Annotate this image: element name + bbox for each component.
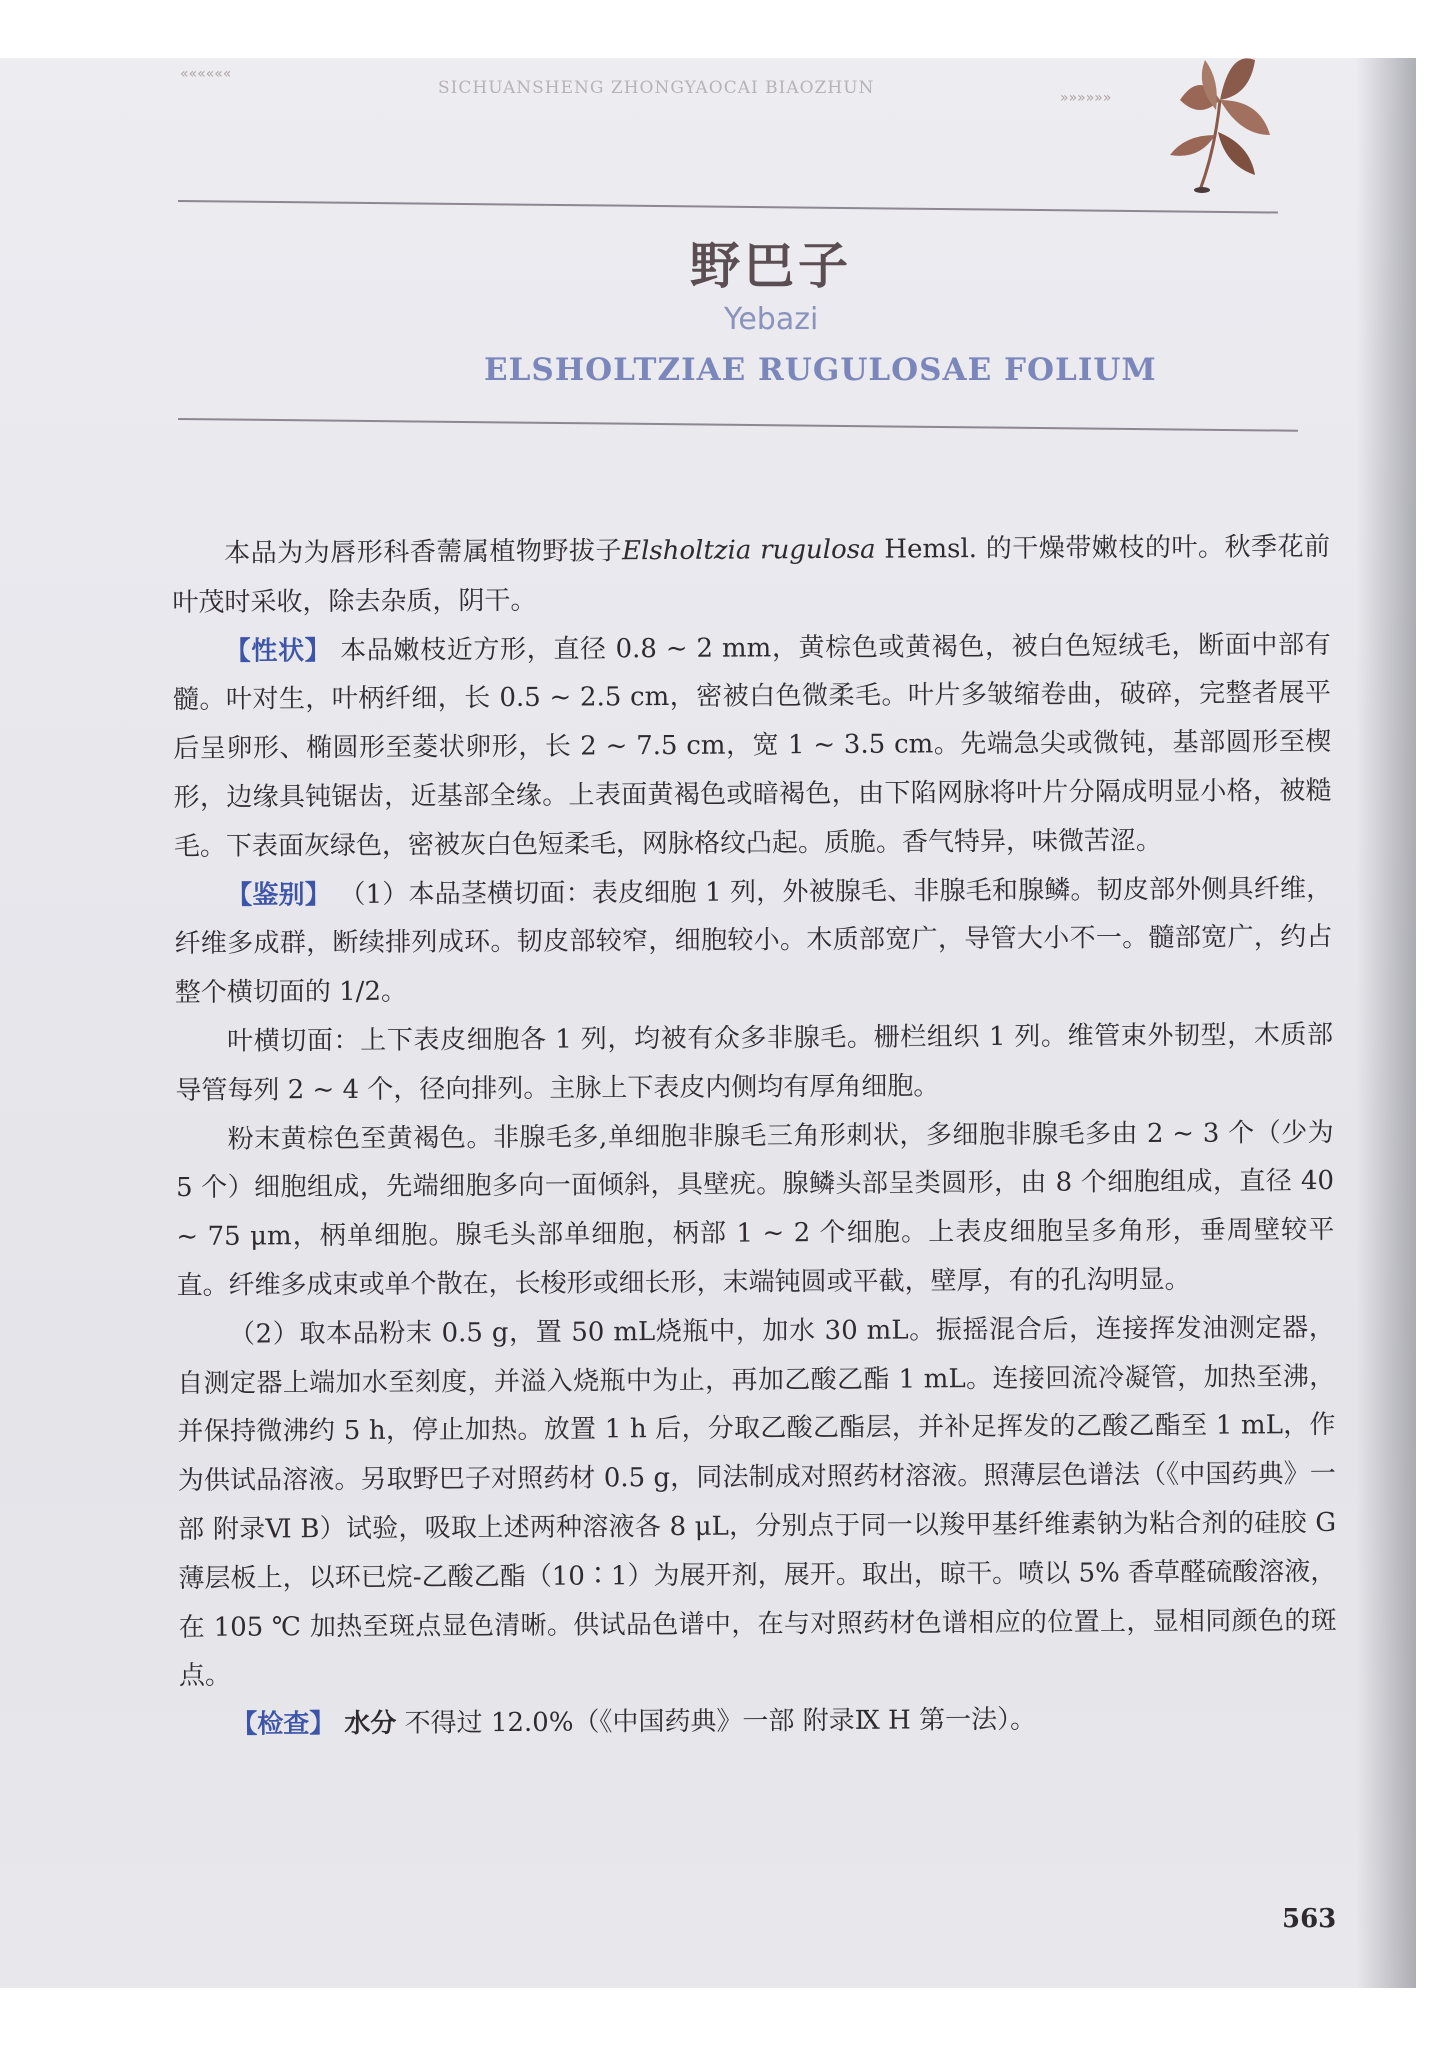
entry-pinyin: Yebazi <box>724 302 819 337</box>
leaf-sprig-icon <box>1160 40 1280 200</box>
page-shadow <box>1356 58 1416 1988</box>
section-label-jianbie: 【鉴别】 <box>226 879 332 911</box>
moisture-label: 水分 <box>335 1708 397 1740</box>
jiancha-paragraph: 【检查】 水分 不得过 12.0%（《中国药典》一部 附录Ⅸ H 第一法）。 <box>231 1704 1037 1740</box>
intro-paragraph: 本品为为唇形科香薷属植物野拔子Elsholtzia rugulosa Hemsl. 的干燥带嫩枝的叶。秋季花前叶茂时采收，除去杂质，阴干。 <box>172 531 1331 618</box>
entry-latin-name: ELSHOLTZIAE RUGULOSAE FOLIUM <box>484 352 1157 388</box>
page-number: 563 <box>1282 1904 1337 1934</box>
xingzhuang-paragraph: 【性状】 本品嫩枝近方形，直径 0.8 ~ 2 mm，黄棕色或黄褐色，被白色短绒毛，断面中部有髓。叶对生，叶柄纤细，长 0.5 ~ 2.5 cm，密被白色微柔毛。叶片多皱缩卷曲，破碎，完整者展平后呈卵形、椭圆形至菱状卵形，长 2 ~ 7.5 cm，宽 1 ~ 3.5 cm。先端急尖或微钝，基部圆形至楔形，边缘具钝锯齿，近基部全缘。上表面黄褐色或暗褐色，由下陷网脉将叶片分隔成明显小格，被糙毛。下表面灰绿色，密被灰白色短柔毛，网脉格纹凸起。质脆。香气特异，味微苦涩。 <box>172 629 1332 862</box>
section-label-xingzhuang: 【性状】 <box>224 635 332 667</box>
jianbie-paragraph-1: 【鉴别】 （1）本品茎横切面：表皮细胞 1 列，外被腺毛、非腺毛和腺鳞。韧皮部外侧具纤维，纤维多成群，断续排列成环。韧皮部较窄，细胞较小。木质部宽广，导管大小不一。髓部宽广，约占整个横切面的 1/2。 <box>174 873 1333 1009</box>
jianbie-paragraph-2: （2）取本品粉末 0.5 g，置 50 mL烧瓶中，加水 30 mL。振摇混合后，连接挥发油测定器，自测定器上端加水至刻度，并溢入烧瓶中为止，再加乙酸乙酯 1 mL。连接回流冷凝管，加热至沸，并保持微沸约 5 h，停止加热。放置 1 h 后，分取乙酸乙酯层，并补足挥发的乙酸乙酯至 1 mL，作为供试品溶液。另取野巴子对照药材 0.5 g，同法制成对照药材溶液。照薄层色谱法（《中国药典》一部 附录Ⅵ B）试验，吸取上述两种溶液各 8 μL，分别点于同一以羧甲基纤维素钠为粘合剂的硅胶 G 薄层板上，以环已烷-乙酸乙酯（10∶1）为展开剂，展开。取出，晾干。喷以 5% 香草醛硫酸溶液，在 105 ℃ 加热至斑点显色清晰。供试品色谱中，在与对照药材色谱相应的位置上，显相同颜色的斑点。 <box>177 1312 1337 1692</box>
powder-paragraph: 粉末黄棕色至黄褐色。非腺毛多,单细胞非腺毛三角形刺状，多细胞非腺毛多由 2 ~ 3 个（少为 5 个）细胞组成，先端细胞多向一面倾斜，具壁疣。腺鳞头部呈类圆形，由 8 个细胞组成，直径 40 ~ 75 μm，柄单细胞。腺毛头部单细胞，柄部 1 ~ 2 个细胞。上表皮细胞呈多角形，垂周壁较平直。纤维多成束或单个散在，长梭形或细长形，末端钝圆或平截，壁厚，有的孔沟明显。 <box>175 1117 1335 1301</box>
background-edge <box>1416 58 1448 1988</box>
species-name: Elsholtzia rugulosa <box>621 534 876 567</box>
entry-title: 野巴子 <box>690 236 852 295</box>
running-head: SICHUANSHENG ZHONGYAOCAI BIAOZHUN <box>438 78 875 98</box>
monograph-body <box>172 523 1337 1750</box>
header-ornament-right: »»»»»» <box>1060 90 1112 106</box>
section-label-jiancha: 【检查】 <box>231 1709 336 1740</box>
leaf-section-paragraph: 叶横切面：上下表皮细胞各 1 列，均被有众多非腺毛。栅栏组织 1 列。维管束外韧型，木质部导管每列 2 ~ 4 个，径向排列。主脉上下表皮内侧均有厚角细胞。 <box>175 1019 1334 1106</box>
header-ornament-left: «««««« <box>180 66 232 82</box>
